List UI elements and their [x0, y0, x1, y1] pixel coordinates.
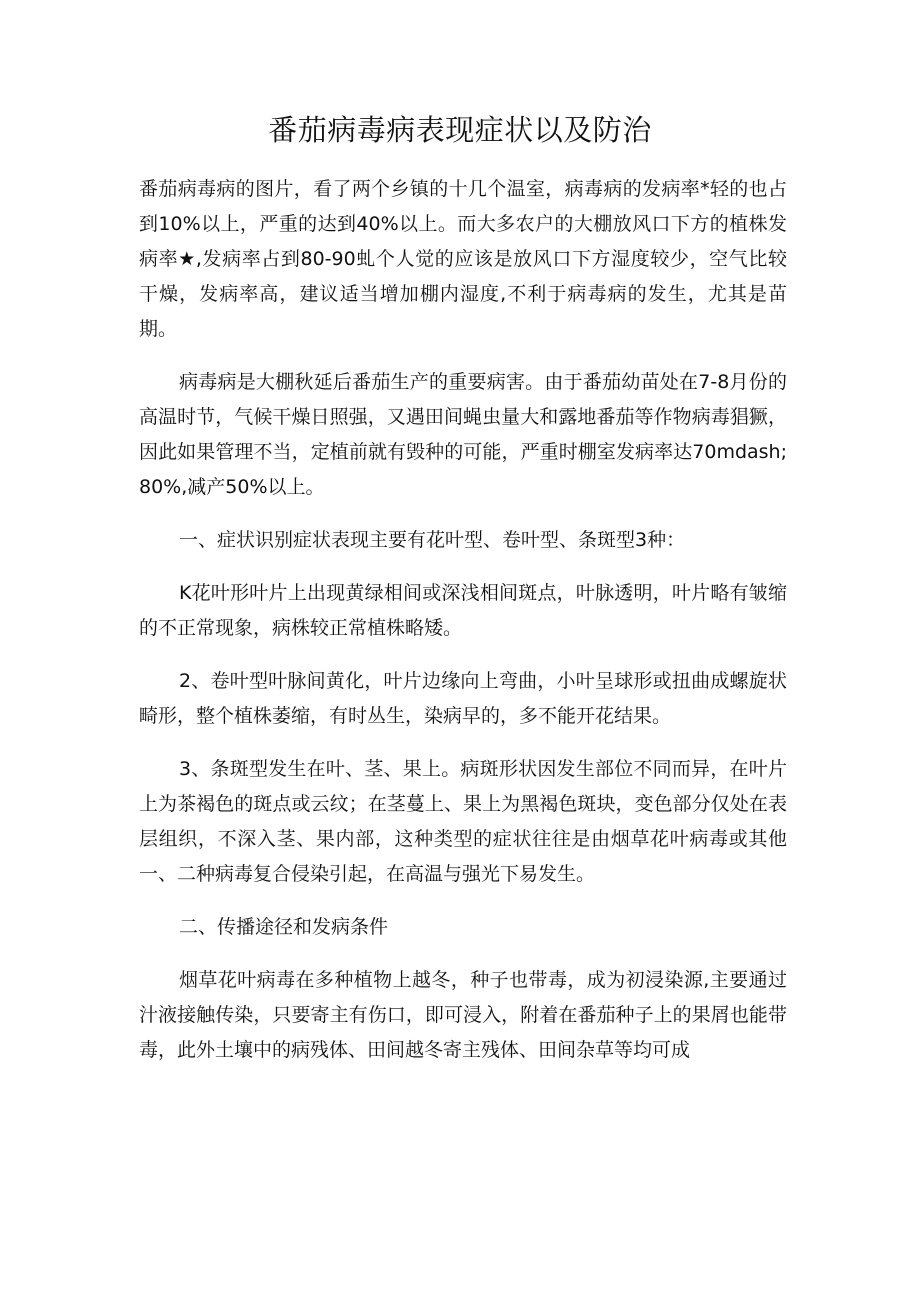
paragraph-streak-type: 3、条斑型发生在叶、茎、果上。病斑形状因发生部位不同而异，在叶片上为茶褐色的斑点或云纹；在茎蔓上、果上为黑褐色斑块，变色部分仅处在表层组织，不深入茎、果内部，这种类型的症状往往是由烟草花叶病毒或其他一、二种病毒复合侵染引起，在高温与强光下易发生。	[139, 758, 787, 885]
paragraph-leaf-curl-type: 2、卷叶型叶脉间黄化，叶片边缘向上弯曲，小叶呈球形或扭曲成螺旋状畸形，整个植株萎缩，有时丛生，染病早的，多不能开花结果。	[139, 670, 787, 727]
document-title: 番茄病毒病表现症状以及防治	[268, 113, 652, 147]
paragraph-intro: 番茄病毒病的图片，看了两个乡镇的十几个温室，病毒病的发病率*轻的也占到10%以上，严重的达到40%以上。而大多农户的大棚放风口下方的植株发病率★,发病率占到80-90虬个人觉的应该是放风口下方湿度较少，空气比较干燥，发病率高，建议适当增加棚内湿度,不利于病毒病的发生，尤其是苗期。	[139, 178, 787, 340]
paragraph-transmission: 烟草花叶病毒在多种植物上越冬，种子也带毒，成为初浸染源,主要通过汁液接触传染，只要寄主有伤口，即可浸入，附着在番茄种子上的果屑也能带毒，此外土壤中的病残体、田间越冬寄主残体、田间杂草等均可成	[139, 969, 787, 1061]
paragraph-mosaic-type: K花叶形叶片上出现黄绿相间或深浅相间斑点，叶脉透明，叶片略有皱缩的不正常现象，病株较正常植株略矮。	[139, 582, 787, 639]
section-heading-transmission: 二、传播途径和发病条件	[179, 916, 389, 938]
section-heading-symptoms: 一、症状识别症状表现主要有花叶型、卷叶型、条斑型3种：	[179, 529, 686, 551]
paragraph-overview: 病毒病是大棚秋延后番茄生产的重要病害。由于番茄幼苗处在7-8月份的高温时节，气候干燥日照强，又遇田间蝇虫量大和露地番茄等作物病毒猖獗，因此如果管理不当，定植前就有毁种的可能，严重时棚室发病率达70mdash;80%,减产50%以上。	[139, 371, 787, 498]
document-body	[139, 172, 787, 1086]
